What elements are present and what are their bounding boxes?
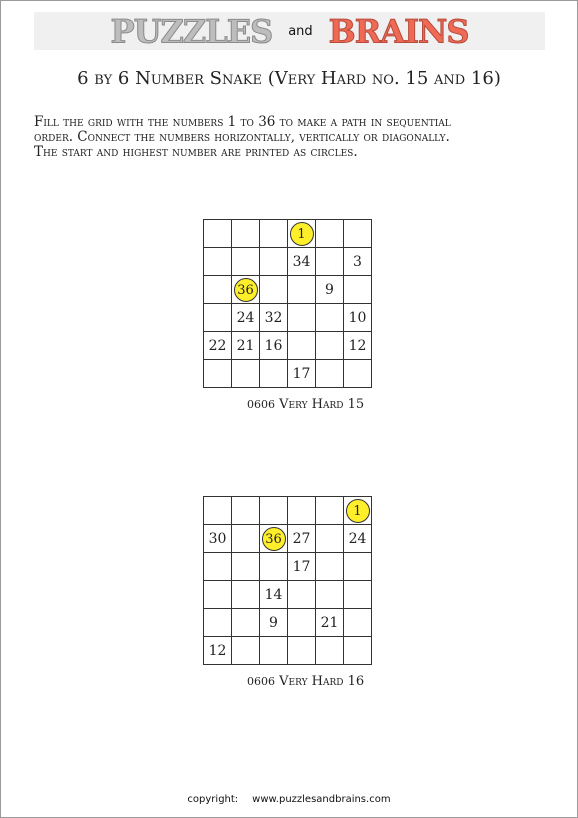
grid-cell[interactable]: 16 [260, 332, 288, 360]
grid-cell[interactable]: 24 [232, 304, 260, 332]
grid-cell[interactable] [232, 360, 260, 388]
instruction-line: Fill the grid with the numbers 1 to 36 to make a path in sequential [34, 114, 451, 130]
grid-cell[interactable] [316, 581, 344, 609]
puzzle-15 [203, 219, 372, 412]
grid-cell[interactable] [288, 581, 316, 609]
grid-row [204, 276, 372, 304]
grid-cell[interactable]: 17 [288, 553, 316, 581]
grid-cell[interactable] [232, 637, 260, 665]
grid-cell[interactable] [316, 248, 344, 276]
grid-row [204, 497, 372, 525]
site-logo [34, 12, 545, 50]
grid-cell[interactable] [260, 553, 288, 581]
instruction-line: order. Connect the numbers horizontally, vertically or diagonally. [34, 129, 450, 145]
grid-cell[interactable] [260, 248, 288, 276]
footer [0, 794, 578, 805]
grid-cell[interactable]: 27 [288, 525, 316, 553]
instructions [34, 115, 554, 160]
grid-cell[interactable] [204, 553, 232, 581]
grid-cell[interactable] [204, 581, 232, 609]
grid-row [204, 609, 372, 637]
logo-word-brains: BRAINS [328, 12, 469, 51]
circled-number: 36 [234, 278, 258, 302]
grid-cell[interactable] [344, 276, 372, 304]
puzzle-code: 0606 [247, 398, 275, 411]
grid-cell[interactable] [288, 497, 316, 525]
puzzle-label: Very Hard 16 [279, 674, 365, 689]
grid-row [204, 360, 372, 388]
grid-cell[interactable] [344, 360, 372, 388]
grid-cell[interactable]: 9 [316, 276, 344, 304]
grid-cell[interactable] [232, 220, 260, 248]
header-banner [34, 12, 545, 50]
grid-cell[interactable] [232, 581, 260, 609]
grid-cell[interactable]: 22 [204, 332, 232, 360]
grid-cell[interactable]: 14 [260, 581, 288, 609]
page-title: 6 by 6 Number Snake (Very Hard no. 15 and 16) [77, 68, 501, 89]
grid-cell[interactable] [232, 553, 260, 581]
grid-cell[interactable] [316, 360, 344, 388]
grid-cell[interactable] [260, 220, 288, 248]
grid-cell[interactable] [316, 220, 344, 248]
grid-cell[interactable] [344, 609, 372, 637]
logo-word-puzzles: PUZZLES [110, 12, 273, 51]
grid-row [204, 525, 372, 553]
circled-number: 36 [262, 527, 286, 551]
grid-cell[interactable] [260, 276, 288, 304]
grid-cell[interactable]: 10 [344, 304, 372, 332]
grid-cell[interactable]: 9 [260, 609, 288, 637]
puzzle-grid [203, 496, 372, 665]
grid-row [204, 553, 372, 581]
grid-cell[interactable] [316, 637, 344, 665]
puzzle-caption [247, 397, 364, 412]
grid-cell[interactable] [316, 332, 344, 360]
grid-cell[interactable]: 21 [316, 609, 344, 637]
grid-cell[interactable] [288, 609, 316, 637]
grid-cell[interactable] [288, 304, 316, 332]
grid-cell[interactable]: 3 [344, 248, 372, 276]
grid-cell[interactable] [204, 360, 232, 388]
puzzle-grid [203, 219, 372, 388]
grid-cell[interactable]: 21 [232, 332, 260, 360]
grid-cell[interactable] [288, 220, 316, 248]
grid-cell[interactable] [316, 497, 344, 525]
grid-cell[interactable]: 17 [288, 360, 316, 388]
grid-cell[interactable] [260, 525, 288, 553]
grid-cell[interactable] [204, 304, 232, 332]
grid-cell[interactable] [288, 276, 316, 304]
grid-cell[interactable]: 30 [204, 525, 232, 553]
grid-cell[interactable] [288, 332, 316, 360]
grid-cell[interactable] [316, 525, 344, 553]
circled-number: 1 [290, 222, 314, 246]
grid-cell[interactable] [288, 637, 316, 665]
logo-word-and: and [288, 23, 313, 39]
grid-row [204, 248, 372, 276]
grid-cell[interactable] [232, 609, 260, 637]
grid-cell[interactable] [316, 553, 344, 581]
grid-cell[interactable] [260, 497, 288, 525]
copyright-label: copyright: [187, 794, 239, 805]
puzzle-label: Very Hard 15 [279, 397, 365, 412]
grid-row [204, 220, 372, 248]
grid-cell[interactable] [204, 220, 232, 248]
grid-cell[interactable] [232, 276, 260, 304]
grid-cell[interactable] [316, 304, 344, 332]
grid-row [204, 581, 372, 609]
grid-cell[interactable]: 12 [204, 637, 232, 665]
grid-cell[interactable] [344, 581, 372, 609]
grid-cell[interactable] [260, 360, 288, 388]
puzzle-caption [247, 674, 364, 689]
grid-cell[interactable] [344, 220, 372, 248]
puzzle-16 [203, 496, 372, 689]
grid-cell[interactable] [204, 276, 232, 304]
grid-cell[interactable] [204, 248, 232, 276]
grid-row [204, 304, 372, 332]
grid-cell[interactable] [344, 497, 372, 525]
instruction-line: The start and highest number are printed as circles. [34, 144, 358, 160]
grid-cell[interactable] [232, 525, 260, 553]
grid-cell[interactable] [204, 609, 232, 637]
grid-cell[interactable]: 12 [344, 332, 372, 360]
grid-cell[interactable] [344, 637, 372, 665]
grid-row [204, 332, 372, 360]
grid-row [204, 637, 372, 665]
grid-cell[interactable]: 32 [260, 304, 288, 332]
grid-cell[interactable]: 24 [344, 525, 372, 553]
grid-cell[interactable] [260, 637, 288, 665]
puzzle-code: 0606 [247, 675, 275, 688]
grid-cell[interactable] [232, 248, 260, 276]
circled-number: 1 [346, 499, 370, 523]
grid-cell[interactable] [232, 497, 260, 525]
grid-cell[interactable] [344, 553, 372, 581]
grid-cell[interactable]: 34 [288, 248, 316, 276]
grid-cell[interactable] [204, 497, 232, 525]
website-link[interactable]: www.puzzlesandbrains.com [252, 794, 391, 805]
